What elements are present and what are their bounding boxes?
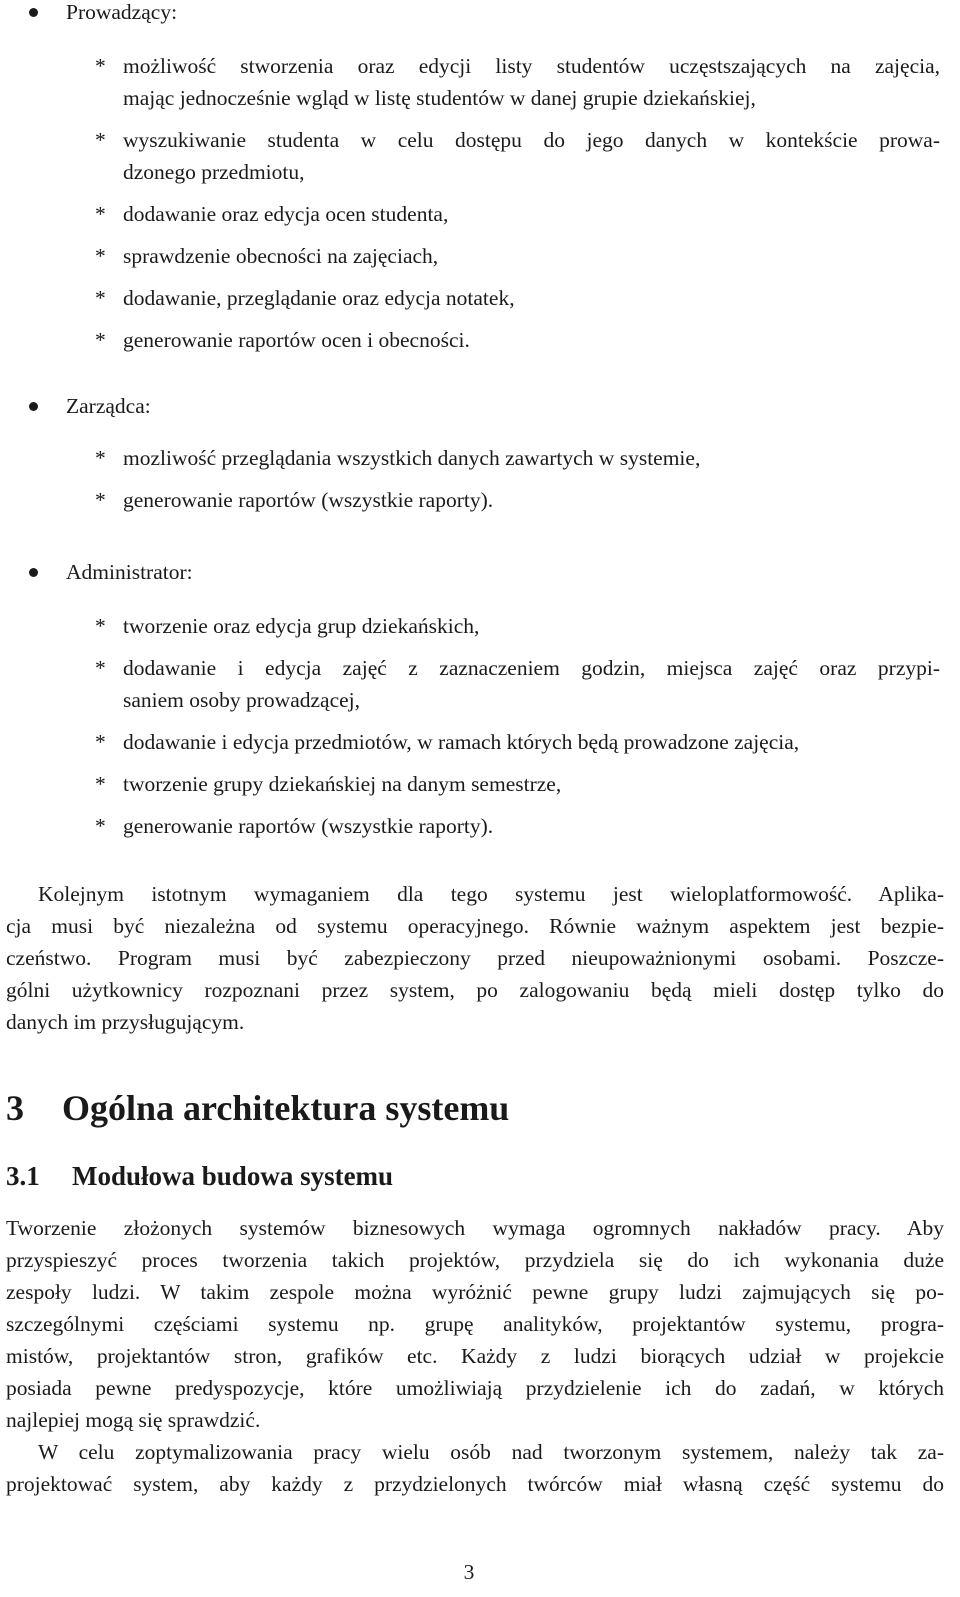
list-item [6,610,944,642]
paragraph-line: Tworzenie złożonych systemów biznesowych wymaga ogromnych nakładów pracy. Aby [6,1216,944,1240]
star-marker: * [95,328,106,352]
item-line: generowanie raportów (wszystkie raporty). [123,488,494,512]
item-line: wyszukiwanie studenta w celu dostępu do jego danych w kontekście prowa- [123,128,940,152]
paragraph-line: czeństwo. Program musi być zabezpieczony przed nieupoważnionymi osobami. Poszcze- [6,946,944,970]
section-title: Ogólna architektura systemu [62,1088,510,1128]
star-marker: * [95,730,106,754]
paragraph-line: danych im przysługującym. [6,1010,245,1034]
item-line: tworzenie oraz edycja grup dziekańskich, [123,614,480,638]
item-line: dodawanie i edycja przedmiotów, w ramach których będą prowadzone zajęcia, [123,730,800,754]
paragraph-requirements [6,878,944,1038]
role-items [6,610,944,842]
list-item [6,768,944,800]
star-marker: * [95,128,106,152]
paragraph-line: cja musi być niezależna od systemu operacyjnego. Równie ważnym aspektem jest bezpie- [6,914,944,938]
role-zarzadca [6,390,944,526]
item-line: generowanie raportów (wszystkie raporty). [123,814,494,838]
star-marker: * [95,772,106,796]
star-marker: * [95,202,106,226]
paragraph-line: zespoły ludzi. W takim zespole można wyróżnić pewne grupy ludzi zajmujących się po- [6,1280,944,1304]
bullet-dot [29,8,38,17]
paragraph-line: posiada pewne predyspozycje, które umożliwiają przydzielenie ich do zadań, w których [6,1376,944,1400]
item-line: dodawanie i edycja zajęć z zaznaczeniem godzin, miejsca zajęć oraz przypi- [123,656,940,680]
list-item [6,652,944,716]
paragraph-line: mistów, projektantów stron, grafików etc. Każdy z ludzi biorących udział w projekcie [6,1344,944,1368]
role-title-text: Zarządca: [66,394,151,418]
item-line: dodawanie, przeglądanie oraz edycja notatek, [123,286,515,310]
role-title-text: Prowadzący: [66,0,178,24]
star-marker: * [95,446,106,470]
star-marker: * [95,244,106,268]
role-title [6,0,944,28]
list-item [6,810,944,842]
list-item [6,324,944,356]
list-item [6,124,944,188]
paragraph-line: Kolejnym istotnym wymaganiem dla tego systemu jest wieloplatformowość. Aplika- [38,882,944,906]
subsection-title: Modułowa budowa systemu [72,1161,394,1191]
page-number: 3 [463,1560,475,1584]
section-number: 3 [6,1088,24,1128]
list-item [6,484,944,516]
item-line: dzonego przedmiotu, [123,160,305,184]
paragraph-modular [6,1212,944,1436]
item-line: możliwość stworzenia oraz edycji listy studentów uczęstszających na zajęcia, [123,54,940,78]
section-heading [6,1086,944,1130]
role-items [6,442,944,516]
paragraph-line: gólni użytkownicy rozpoznani przez system, po zalogowaniu będą mieli dostęp tylko do [6,978,944,1002]
item-line: sprawdzenie obecności na zajęciach, [123,244,439,268]
star-marker: * [95,488,106,512]
list-item [6,442,944,474]
item-line: mając jednocześnie wgląd w listę studentów w danej grupie dziekańskiej, [123,86,756,110]
role-title [6,556,944,588]
subsection-heading [6,1158,944,1194]
star-marker: * [95,286,106,310]
item-line: tworzenie grupy dziekańskiej na danym semestrze, [123,772,562,796]
role-administrator [6,556,944,852]
star-marker: * [95,54,106,78]
role-title [6,390,944,422]
list-item [6,240,944,272]
item-line: saniem osoby prowadzącej, [123,688,361,712]
role-items [6,50,944,356]
list-item [6,198,944,230]
paragraph-line: projektować system, aby każdy z przydzielonych twórców miał własną część systemu do [6,1472,944,1496]
bullet-dot [29,568,38,577]
paragraph-line: najlepiej mogą się sprawdzić. [6,1408,261,1432]
list-item [6,282,944,314]
role-prowadzacy [6,0,944,366]
list-item [6,726,944,758]
paragraph-line: szczególnymi częściami systemu np. grupę analityków, projektantów systemu, progra- [6,1312,944,1336]
paragraph-optimization [6,1436,944,1500]
star-marker: * [95,614,106,638]
role-title-text: Administrator: [66,560,193,584]
star-marker: * [95,814,106,838]
star-marker: * [95,656,106,680]
subsection-number: 3.1 [6,1161,40,1191]
list-item [6,50,944,114]
item-line: generowanie raportów ocen i obecności. [123,328,470,352]
paragraph-line: W celu zoptymalizowania pracy wielu osób nad tworzonym systemem, należy tak za- [38,1440,944,1464]
bullet-dot [29,402,38,411]
paragraph-line: przyspieszyć proces tworzenia takich projektów, przydziela się do ich wykonania duże [6,1248,944,1272]
item-line: mozliwość przeglądania wszystkich danych zawartych w systemie, [123,446,701,470]
item-line: dodawanie oraz edycja ocen studenta, [123,202,449,226]
